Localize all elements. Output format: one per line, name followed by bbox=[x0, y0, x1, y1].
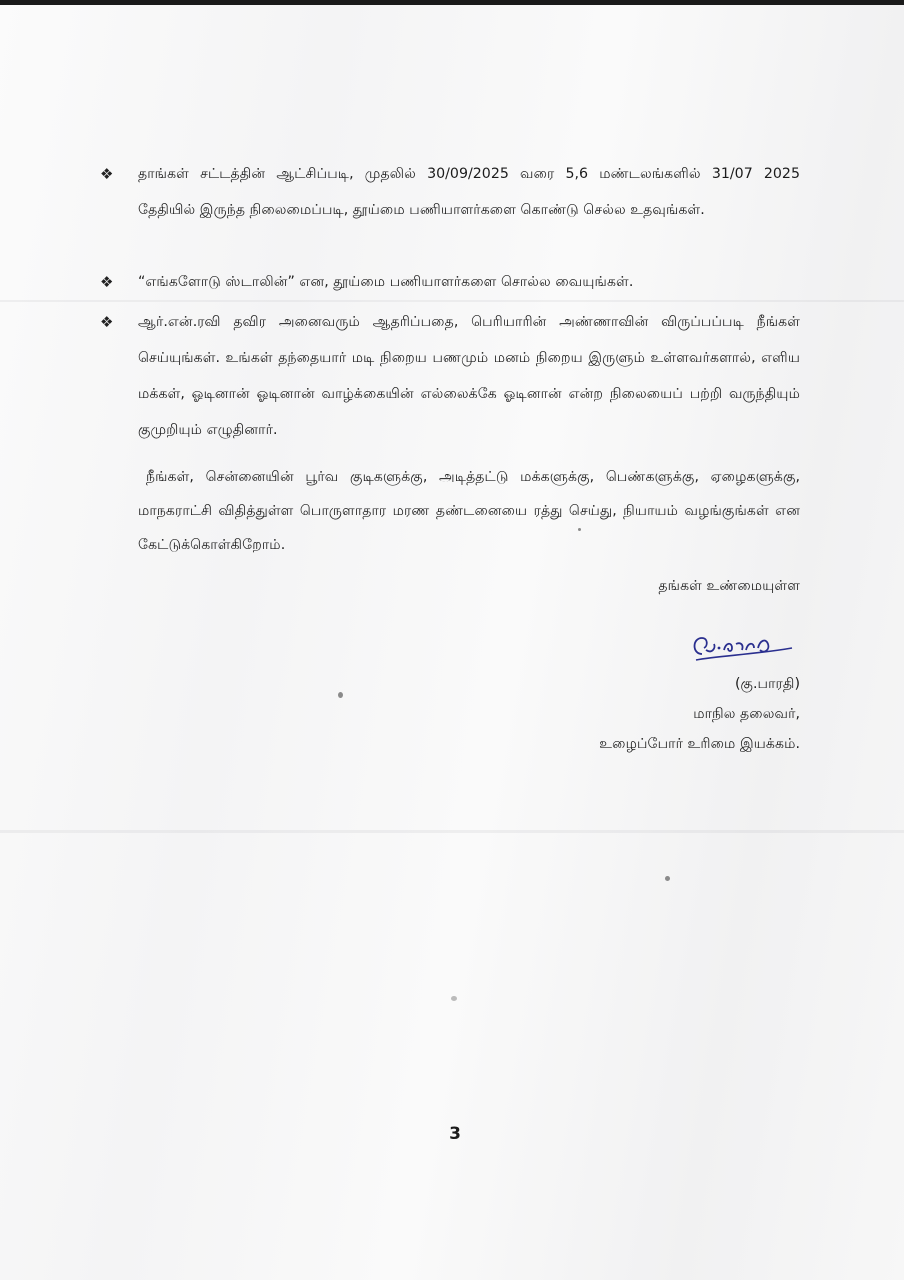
paper-crease bbox=[0, 830, 904, 833]
handwritten-signature bbox=[688, 624, 798, 668]
signatory-name: (கு.பாரதி) bbox=[734, 676, 800, 692]
page-number: 3 bbox=[449, 1124, 461, 1144]
scan-speck bbox=[665, 876, 670, 881]
diamond-bullet-icon: ❖ bbox=[100, 165, 114, 183]
paper-crease bbox=[0, 300, 904, 302]
closing-salutation: தங்கள் உண்மையுள்ள bbox=[658, 578, 800, 594]
scan-speck bbox=[578, 528, 581, 531]
bullet-text: ஆர்.என்.ரவி தவிர அனைவரும் ஆதரிப்பதை, பெரியாரின் அண்ணாவின் விருப்பப்படி நீங்கள் செய்யுங்கள். உங்கள் தந்தையார் மடி நிறைய பணமும் மனம் நிறைய இருளும் உள்ளவர்களால், எளிய மக்கள், ஓடினான் ஓடினான் வாழ்க்கையின் எல்லைக்கே ஓடினான் என்ற நிலையைப் பற்றி வருந்தியும் குமுறியும் எழுதினார். bbox=[138, 314, 800, 438]
signatory-organization: உழைப்போர் உரிமை இயக்கம். bbox=[599, 736, 800, 752]
diamond-bullet-icon: ❖ bbox=[100, 273, 114, 291]
bullet-item bbox=[100, 156, 800, 228]
diamond-bullet-icon: ❖ bbox=[100, 313, 114, 331]
scan-top-edge bbox=[0, 0, 904, 5]
request-paragraph: நீங்கள், சென்னையின் பூர்வ குடிகளுக்கு, அடித்தட்டு மக்களுக்கு, பெண்களுக்கு, ஏழைகளுக்கு, மாநகராட்சி விதித்துள்ள பொருளாதார மரண தண்டனையை ரத்து செய்து, நியாயம் வழங்குங்கள் என கேட்டுக்கொள்கிறோம். bbox=[138, 469, 800, 553]
scan-speck bbox=[451, 996, 457, 1001]
bullet-item bbox=[100, 264, 800, 300]
signatory-designation: மாநில தலைவர், bbox=[693, 706, 800, 722]
scan-speck bbox=[338, 692, 343, 698]
bullet-item bbox=[100, 304, 800, 448]
bullet-text: தாங்கள் சட்டத்தின் ஆட்சிப்படி, முதலில் 30/09/2025 வரை 5,6 மண்டலங்களில் 31/07 2025 தேதியில் இருந்த நிலைமைப்படி, தூய்மை பணியாளர்களை கொண்டு செல்ல உதவுங்கள். bbox=[138, 166, 800, 218]
bullet-text: “எங்களோடு ஸ்டாலின்” என, தூய்மை பணியாளர்களை சொல்ல வையுங்கள். bbox=[138, 274, 634, 290]
